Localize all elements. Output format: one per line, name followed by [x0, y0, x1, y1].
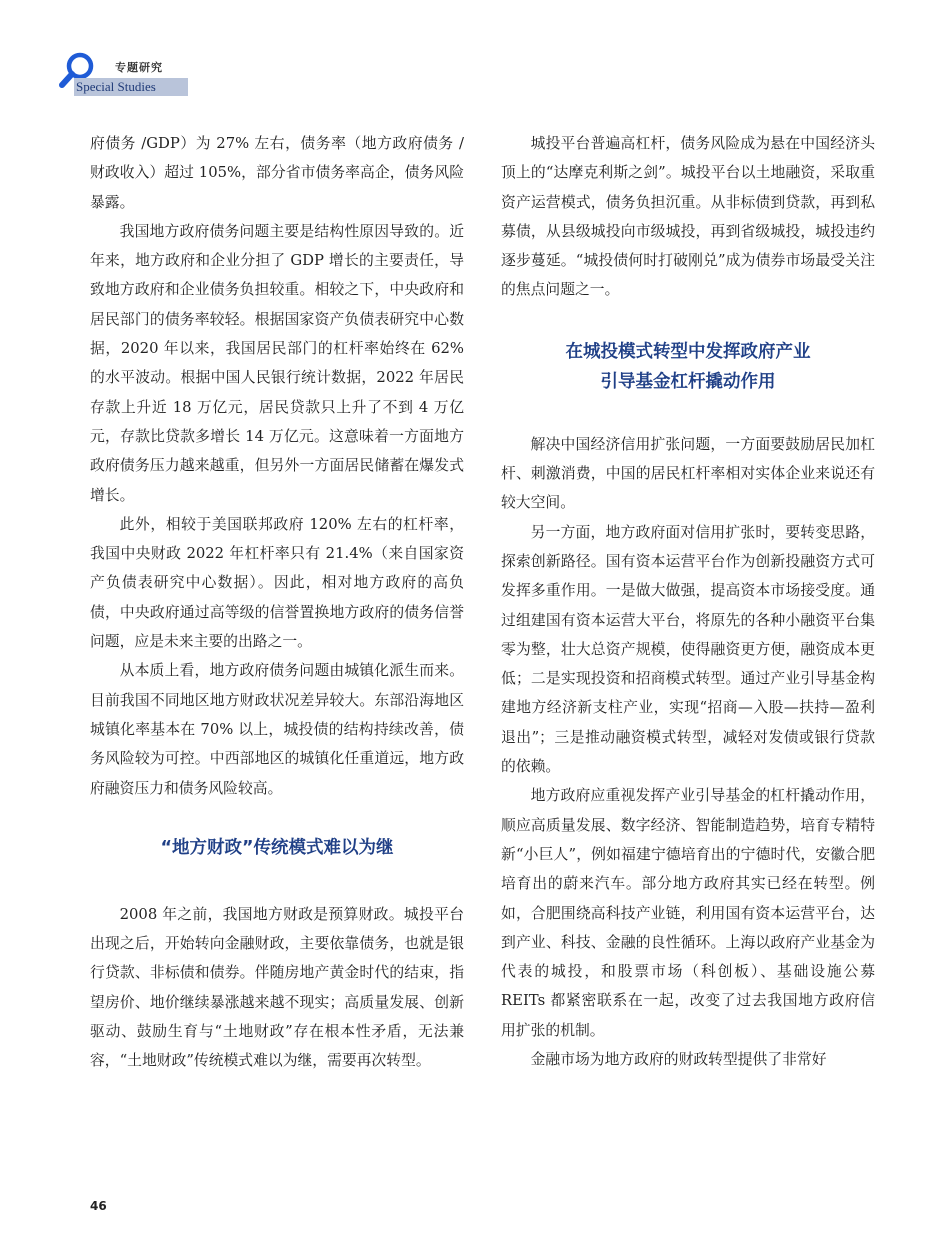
page-number: 46 [90, 1199, 107, 1213]
section-heading-line1: 在城投模式转型中发挥政府产业 [565, 341, 811, 362]
paragraph: 府债务 /GDP）为 27% 左右，债务率（地方政府债务 / 财政收入）超过 105%，部分省市债务率高企，债务风险暴露。 [90, 135, 464, 211]
section-heading-line2: 引导基金杠杆撬动作用 [600, 371, 776, 392]
section-title-en: Special Studies [74, 78, 188, 96]
paragraph: 金融市场为地方政府的财政转型提供了非常好 [530, 1051, 827, 1069]
section-heading: “地方财政”传统模式难以为继 [160, 837, 394, 858]
paragraph: 2008 年之前，我国地方财政是预算财政。城投平台出现之后，开始转向金融财政，主要依靠债务，也就是银行贷款、非标债和债券。伴随房地产黄金时代的结束，指望房价、地价继续暴涨越来越不现实；高质量发展、创新驱动、鼓励生育与“土地财政”存在根本性矛盾，无法兼容，“土地财政”传统模式难以为继，需要再次转型。 [90, 905, 464, 1070]
left-column [90, 129, 464, 1076]
right-column [501, 129, 875, 1074]
paragraph: 地方政府应重视发挥产业引导基金的杠杆撬动作用，顺应高质量发展、数字经济、智能制造趋势，培育专精特新“小巨人”，例如福建宁德培育出的宁德时代，安徽合肥培育出的蔚来汽车。部分地方政府其实已经在转型。例如，合肥围绕高科技产业链，利用国有资本运营平台，达到产业、科技、金融的良性循环。上海以政府产业基金为代表的城投，和股票市场（科创板）、基础设施公募 REITs 都紧密联系在一起，改变了过去我国地方政府信用扩张的机制。 [501, 787, 875, 1039]
section-title-cn: 专题研究 [115, 61, 163, 74]
paragraph: 另一方面，地方政府面对信用扩张时，要转变思路，探索创新路径。国有资本运营平台作为创新投融资方式可发挥多重作用。一是做大做强，提高资本市场接受度。通过组建国有资本运营大平台，将原先的各种小融资平台集零为整，壮大总资产规模，使得融资更方便，融资成本更低；二是实现投资和招商模式转型。通过产业引导基金构建地方经济新支柱产业，实现“招商—入股—扶持—盈利退出”；三是推动融资模式转型，减轻对发债或银行贷款的依赖。 [501, 523, 875, 776]
paragraph: 从本质上看，地方政府债务问题由城镇化派生而来。目前我国不同地区地方财政状况差异较大。东部沿海地区城镇化率基本在 70% 以上，城投债的结构持续改善，债务风险较为可控。中西部地区的城镇化任重道远，地方政府融资压力和债务风险较高。 [90, 662, 464, 797]
section-heading [501, 337, 875, 397]
paragraph: 此外，相较于美国联邦政府 120% 左右的杠杆率，我国中央财政 2022 年杠杆率只有 21.4%（来自国家资产负债表研究中心数据）。因此，相对地方政府的高负债，中央政府通过高等级的信誉置换地方政府的债务信誉问题，应是未来主要的出路之一。 [90, 515, 464, 651]
paragraph: 解决中国经济信用扩张问题，一方面要鼓励居民加杠杆、刺激消费，中国的居民杠杆率相对实体企业来说还有较大空间。 [501, 435, 875, 512]
paragraph: 我国地方政府债务问题主要是结构性原因导致的。近年来，地方政府和企业分担了 GDP 增长的主要责任，导致地方政府和企业债务负担较重。相较之下，中央政府和居民部门的债务率较轻。根据国家资产负债表研究中心数据，2020 年以来，我国居民部门的杠杆率始终在 62% 的水平波动。根据中国人民银行统计数据，2022 年居民存款上升近 18 万亿元，居民贷款只上升了不到 4 万亿元，存款比贷款多增长 14 万亿元。这意味着一方面地方政府债务压力越来越重，但另外一方面居民储蓄在爆发式增长。 [90, 222, 464, 504]
paragraph: 城投平台普遍高杠杆，债务风险成为悬在中国经济头顶上的“达摩克利斯之剑”。城投平台以土地融资，采取重资产运营模式，债务负担沉重。从非标债到贷款，再到私募债，从县级城投向市级城投，再到省级城投，城投违约逐步蔓延。“城投债何时打破刚兑”成为债券市场最受关注的焦点问题之一。 [501, 135, 875, 299]
section-header [58, 50, 198, 100]
